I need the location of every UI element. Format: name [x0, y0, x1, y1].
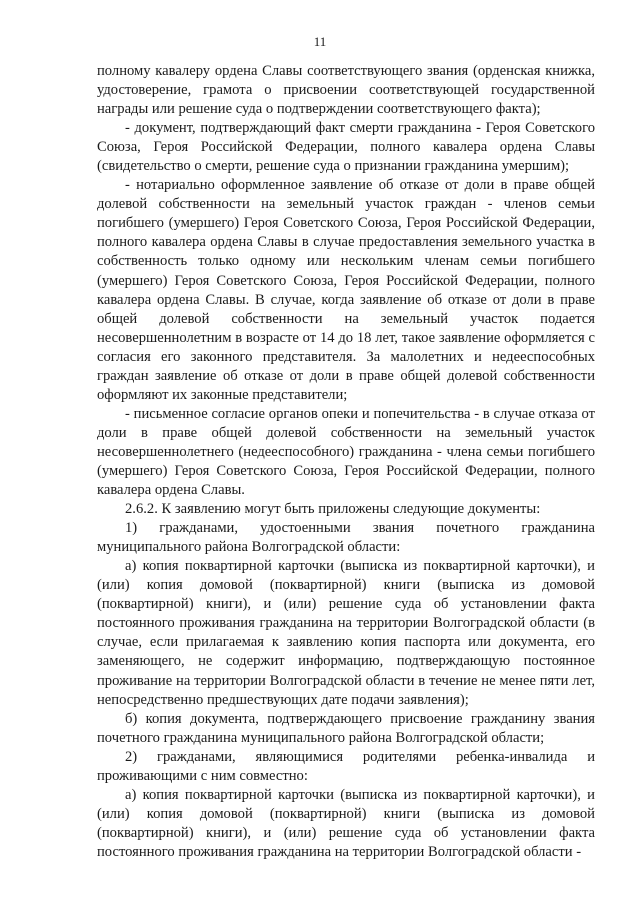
paragraph: полному кавалеру ордена Славы соответствующего звания (орденская книжка, удостоверение, грамота о присвоении соответствующей государственной награды или решение суда о подтверждении соответствующего факта);: [97, 63, 595, 118]
paragraph: - письменное согласие органов опеки и попечительства - в случае отказа от доли в праве общей долевой собственности на земельный участок несовершеннолетнего (недееспособного) гражданина - члена семьи погибшего (умершего) Героя Советского Союза, Героя Российской Федерации, полного кавалера ордена Славы.: [97, 405, 595, 499]
list-subitem: б) копия документа, подтверждающего присвоение гражданину звания почетного гражданина муниципального района Волгоградской области;: [97, 710, 595, 746]
list-item: 2) гражданами, являющимися родителями ребенка-инвалида и проживающими с ним совместно:: [97, 748, 595, 784]
paragraph: - документ, подтверждающий факт смерти гражданина - Героя Советского Союза, Героя Российской Федерации, полного кавалера ордена Славы (свидетельство о смерти, решение суда о признании гражданина умершим);: [97, 120, 595, 175]
page-number: 11: [313, 34, 327, 49]
list-subitem: а) копия поквартирной карточки (выписка из поквартирной карточки), и (или) копия домовой (поквартирной) книги (выписка из домовой (поквартирной) книги), и (или) решение суда об установлении факта постоянного проживания гражданина на территории Волгоградской области -: [97, 786, 595, 860]
list-subitem: а) копия поквартирной карточки (выписка из поквартирной карточки), и (или) копия домовой (поквартирной) книги (выписка из домовой (поквартирной) книги), и (или) решение суда об установлении факта постоянного проживания гражданина на территории Волгоградской области (в случае, если прилагаемая к заявлению копия паспорта или документа, его заменяющего, не содержит информацию, подтверждающую постоянное проживание на территории Волгоградской области в течение не менее пяти лет, непосредственно предшествующих дате подачи заявления);: [97, 558, 595, 708]
list-item: 1) гражданами, удостоенными звания почетного гражданина муниципального района Волгоградской области:: [97, 520, 595, 556]
section-heading: 2.6.2. К заявлению могут быть приложены следующие документы:: [125, 501, 541, 518]
document-body: [97, 62, 595, 862]
paragraph: - нотариально оформленное заявление об отказе от доли в праве общей долевой собственности на земельный участок граждан - членов семьи погибшего (умершего) Героя Советского Союза, Героя Российской Федерации, полного кавалера ордена Славы в случае предоставления земельного участка в собственность только одному или нескольким членам семьи погибшего (умершего) Героя Советского Союза, Героя Российской Федерации, полного кавалера ордена Славы. В случае, когда заявление об отказе от доли в праве общей долевой собственности на земельный участок подается несовершеннолетним в возрасте от 14 до 18 лет, такое заявление оформляется с согласия его законного представителя. За малолетних и недееспособных граждан заявление об отказе от доли в праве общей долевой собственности оформляют их законные представители;: [97, 177, 595, 403]
